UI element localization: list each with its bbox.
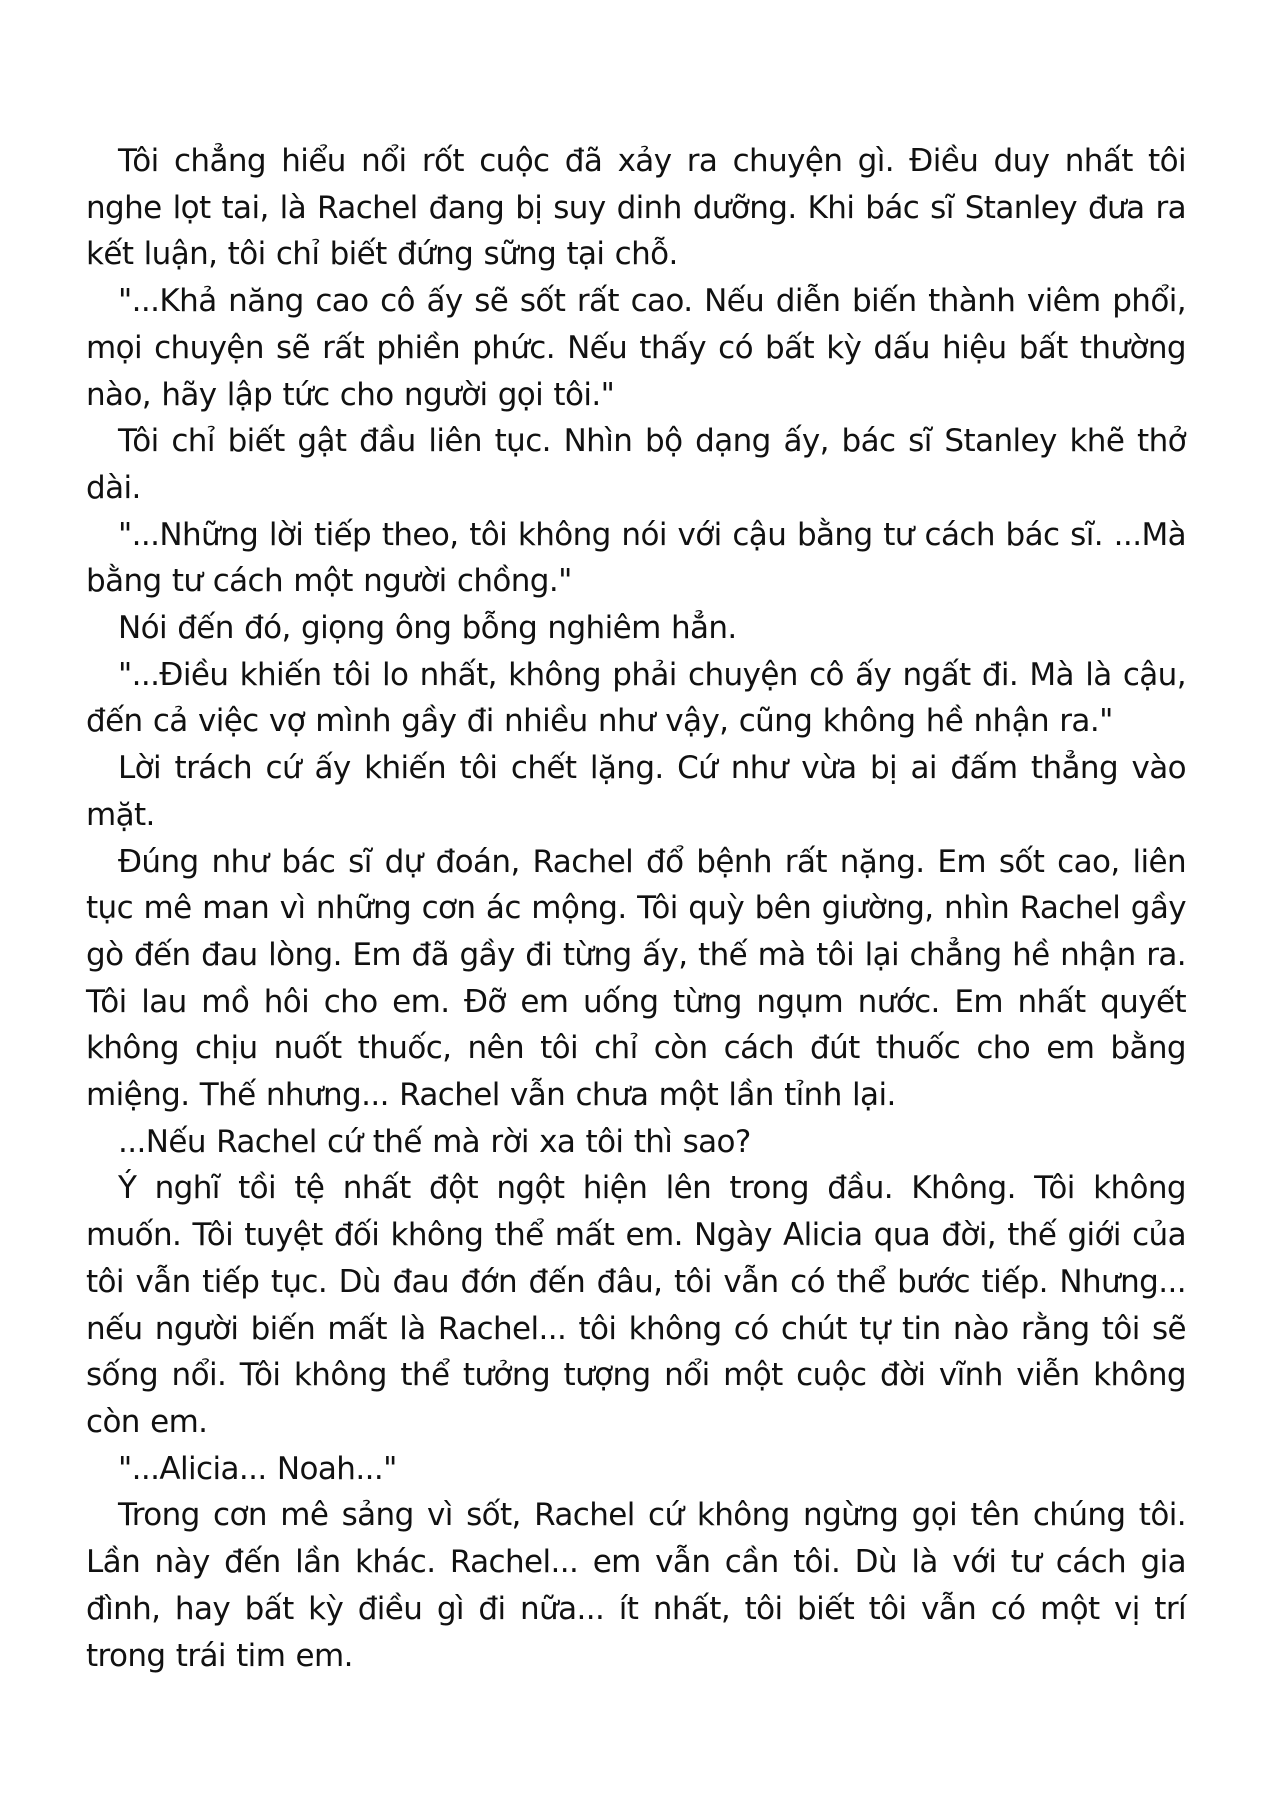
- paragraph-6: "...Điều khiến tôi lo nhất, không phải chuyện cô ấy ngất đi. Mà là cậu, đến cả việc vợ mình gầy đi nhiều như vậy, cũng không hề nhận ra.": [86, 656, 1186, 740]
- paragraph-9: ...Nếu Rachel cứ thế mà rời xa tôi thì sao?: [118, 1123, 751, 1160]
- paragraph-11: "...Alicia... Noah...": [118, 1450, 397, 1487]
- paragraph-8: Đúng như bác sĩ dự đoán, Rachel đổ bệnh rất nặng. Em sốt cao, liên tục mê man vì những cơn ác mộng. Tôi quỳ bên giường, nhìn Rachel gầy gò đến đau lòng. Em đã gầy đi từng ấy, thế mà tôi lại chẳng hề nhận ra. Tôi lau mồ hôi cho em. Đỡ em uống từng ngụm nước. Em nhất quyết không chịu nuốt thuốc, nên tôi chỉ còn cách đút thuốc cho em bằng miệng. Thế nhưng... Rachel vẫn chưa một lần tỉnh lại.: [86, 843, 1186, 1114]
- paragraph-3: Tôi chỉ biết gật đầu liên tục. Nhìn bộ dạng ấy, bác sĩ Stanley khẽ thở dài.: [86, 423, 1186, 506]
- paragraph-1: Tôi chẳng hiểu nổi rốt cuộc đã xảy ra chuyện gì. Điều duy nhất tôi nghe lọt tai, là Rachel đang bị suy dinh dưỡng. Khi bác sĩ Stanley đưa ra kết luận, tôi chỉ biết đứng sững tại chỗ.: [86, 143, 1186, 273]
- story-text: [86, 138, 1186, 1679]
- paragraph-10: Ý nghĩ tồi tệ nhất đột ngột hiện lên trong đầu. Không. Tôi không muốn. Tôi tuyệt đối không thể mất em. Ngày Alicia qua đời, thế giới của tôi vẫn tiếp tục. Dù đau đớn đến đâu, tôi vẫn có thể bước tiếp. Nhưng... nếu người biến mất là Rachel... tôi không có chút tự tin nào rằng tôi sẽ sống nổi. Tôi không thể tưởng tượng nổi một cuộc đời vĩnh viễn không còn em.: [86, 1170, 1186, 1440]
- paragraph-12: Trong cơn mê sảng vì sốt, Rachel cứ không ngừng gọi tên chúng tôi. Lần này đến lần khác. Rachel... em vẫn cần tôi. Dù là với tư cách gia đình, hay bất kỳ điều gì đi nữa... ít nhất, tôi biết tôi vẫn có một vị trí trong trái tim em.: [86, 1497, 1186, 1674]
- paragraph-2: "...Khả năng cao cô ấy sẽ sốt rất cao. Nếu diễn biến thành viêm phổi, mọi chuyện sẽ rất phiền phức. Nếu thấy có bất kỳ dấu hiệu bất thường nào, hãy lập tức cho người gọi tôi.": [86, 283, 1186, 413]
- paragraph-4: "...Những lời tiếp theo, tôi không nói với cậu bằng tư cách bác sĩ. ...Mà bằng tư cách một người chồng.": [86, 516, 1186, 600]
- paragraph-7: Lời trách cứ ấy khiến tôi chết lặng. Cứ như vừa bị ai đấm thẳng vào mặt.: [86, 750, 1186, 833]
- paragraph-5: Nói đến đó, giọng ông bỗng nghiêm hẳn.: [118, 610, 737, 647]
